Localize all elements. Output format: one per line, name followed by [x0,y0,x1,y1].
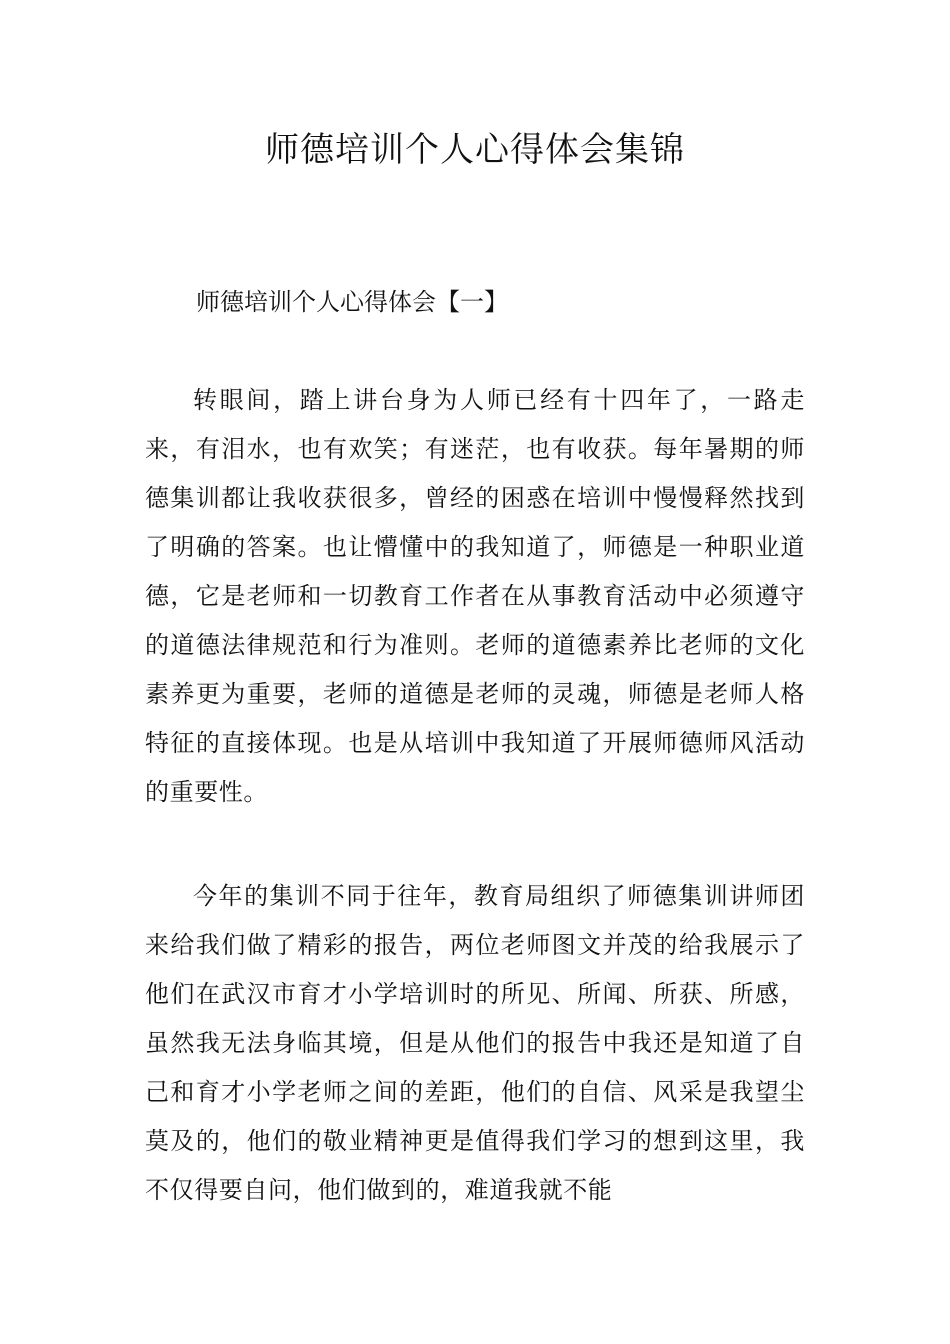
document-title: 师德培训个人心得体会集锦 [265,130,685,170]
section-heading: 师德培训个人心得体会【一】 [196,288,508,316]
body-paragraph: 今年的集训不同于往年，教育局组织了师德集训讲师团来给我们做了精彩的报告，两位老师图文并茂的给我展示了他们在武汉市育才小学培训时的所见、所闻、所获、所感，虽然我无法身临其境，但是从他们的报告中我还是知道了自己和育才小学老师之间的差距，他们的自信、风采是我望尘莫及的，他们的敬业精神更是值得我们学习的想到这里，我不仅得要自问，他们做到的，难道我就不能 [145,882,805,1204]
body-paragraph: 转眼间，踏上讲台身为人师已经有十四年了，一路走来，有泪水，也有欢笑；有迷茫，也有收获。每年暑期的师德集训都让我收获很多，曾经的困惑在培训中慢慢释然找到了明确的答案。也让懵懂中的我知道了，师德是一种职业道德，它是老师和一切教育工作者在从事教育活动中必须遵守的道德法律规范和行为准则。老师的道德素养比老师的文化素养更为重要，老师的道德是老师的灵魂，师德是老师人格特征的直接体现。也是从培训中我知道了开展师德师风活动的重要性。 [145,386,805,806]
